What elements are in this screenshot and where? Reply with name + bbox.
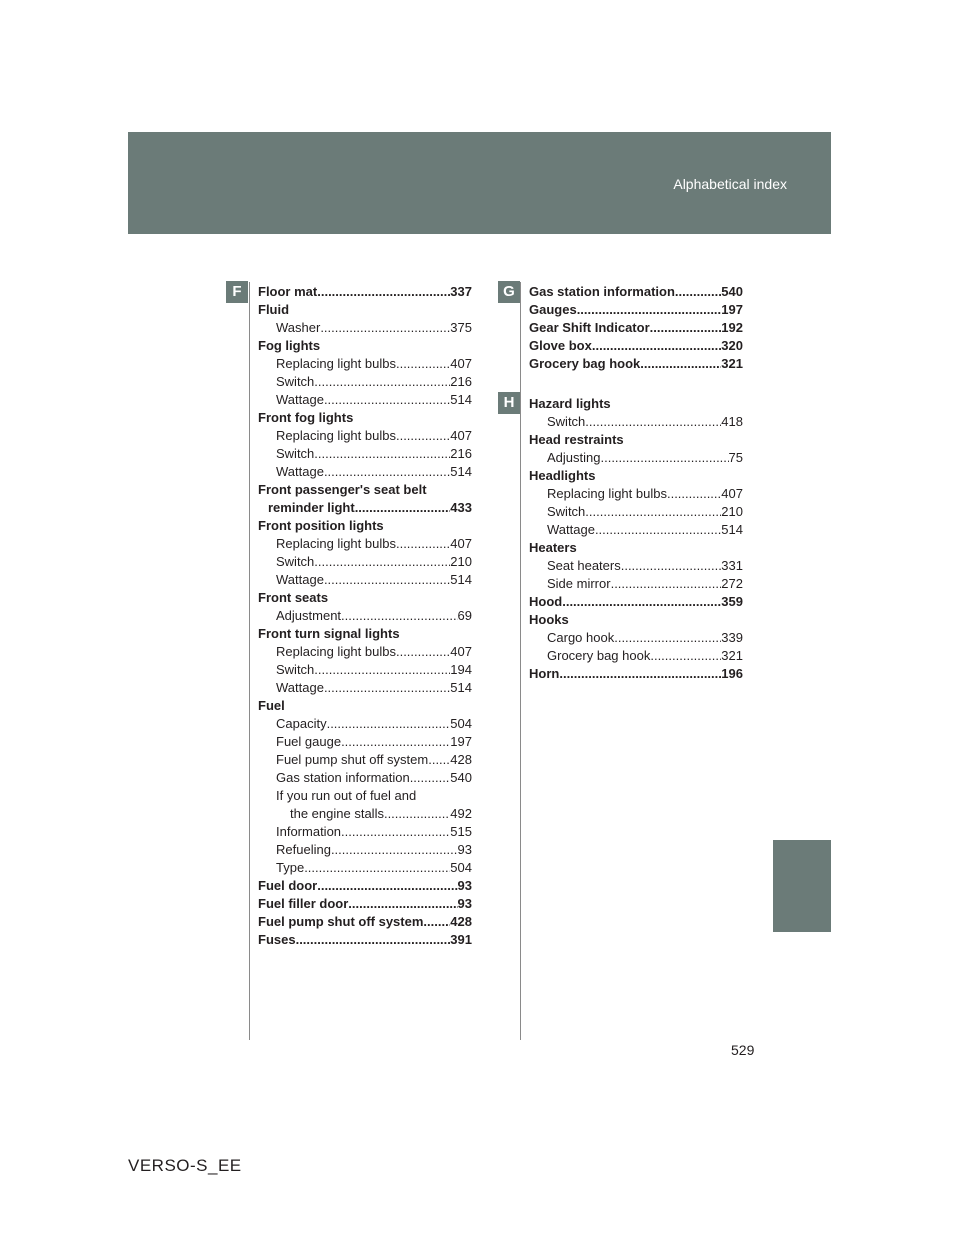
index-column-g-h <box>529 283 743 683</box>
index-heading-front-seats: Front seats <box>258 590 329 605</box>
index-subentry-fuel-gauge: Fuel gauge ..... 197 <box>258 733 472 751</box>
index-subentry-switch: Switch ..... 216 <box>258 373 472 391</box>
index-subentry-wattage: Wattage ..... 514 <box>258 391 472 409</box>
index-subentry-refueling: Refueling ..... 93 <box>258 841 472 859</box>
index-subentry-replacing-light-bulbs: Replacing light bulbs ..... 407 <box>258 535 472 553</box>
index-subentry-replacing-light-bulbs: Replacing light bulbs ..... 407 <box>529 485 743 503</box>
index-subentry-washer: Washer ..... 375 <box>258 319 472 337</box>
index-column-f <box>258 283 472 949</box>
index-subentry-run-out-of-fuel: If you run out of fuel and <box>276 788 417 803</box>
index-subentry-side-mirror: Side mirror ..... 272 <box>529 575 743 593</box>
left-column-divider <box>249 282 250 1040</box>
index-subentry-switch: Switch ..... 194 <box>258 661 472 679</box>
index-subentry-seat-heaters: Seat heaters ..... 331 <box>529 557 743 575</box>
index-subentry-wattage: Wattage ..... 514 <box>258 463 472 481</box>
index-entry-gas-station-information: Gas station information ..... 540 <box>529 283 743 301</box>
index-subentry-replacing-light-bulbs: Replacing light bulbs ..... 407 <box>258 427 472 445</box>
side-thumb-tab <box>773 840 831 932</box>
index-entry-gear-shift-indicator: Gear Shift Indicator ..... 192 <box>529 319 743 337</box>
header-title: Alphabetical index <box>673 176 787 192</box>
index-subentry-type: Type ..... 504 <box>258 859 472 877</box>
index-heading-fuel: Fuel <box>258 698 285 713</box>
index-subentry-grocery-bag-hook: Grocery bag hook ..... 321 <box>529 647 743 665</box>
index-heading-front-turn-signal-lights: Front turn signal lights <box>258 626 400 641</box>
index-subentry-replacing-light-bulbs: Replacing light bulbs ..... 407 <box>258 355 472 373</box>
index-entry-fuel-door: Fuel door ..... 93 <box>258 877 472 895</box>
index-heading-hooks: Hooks <box>529 612 569 627</box>
index-subentry-wattage: Wattage ..... 514 <box>529 521 743 539</box>
index-entry-glove-box: Glove box ..... 320 <box>529 337 743 355</box>
middle-column-divider <box>520 282 521 1040</box>
section-letter-f: F <box>226 281 248 303</box>
index-entry-fuses: Fuses ..... 391 <box>258 931 472 949</box>
index-entry-grocery-bag-hook: Grocery bag hook ..... 321 <box>529 355 743 373</box>
index-entry-gauges: Gauges ..... 197 <box>529 301 743 319</box>
index-subentry-adjusting: Adjusting ..... 75 <box>529 449 743 467</box>
index-subentry-adjustment: Adjustment ..... 69 <box>258 607 472 625</box>
index-subentry-switch: Switch ..... 210 <box>529 503 743 521</box>
index-entry-reminder-light: reminder light ..... 433 <box>258 499 472 517</box>
index-subentry-switch: Switch ..... 216 <box>258 445 472 463</box>
index-heading-fog-lights: Fog lights <box>258 338 321 353</box>
index-entry-fuel-filler-door: Fuel filler door ..... 93 <box>258 895 472 913</box>
header-band <box>128 132 831 234</box>
index-heading-fluid: Fluid <box>258 302 290 317</box>
section-letter-h: H <box>498 392 520 414</box>
index-heading-headlights: Headlights <box>529 468 596 483</box>
index-heading-front-position-lights: Front position lights <box>258 518 384 533</box>
index-subentry-cargo-hook: Cargo hook ..... 339 <box>529 629 743 647</box>
index-subentry-gas-station-information: Gas station information ..... 540 <box>258 769 472 787</box>
footer-document-code: VERSO-S_EE <box>128 1156 242 1175</box>
index-subentry-switch: Switch ..... 210 <box>258 553 472 571</box>
index-subentry-switch: Switch ..... 418 <box>529 413 743 431</box>
index-entry-fuel-pump-shut-off: Fuel pump shut off system ..... 428 <box>258 913 472 931</box>
index-subentry-engine-stalls: the engine stalls ..... 492 <box>258 805 472 823</box>
index-heading-front-fog-lights: Front fog lights <box>258 410 354 425</box>
index-subentry-replacing-light-bulbs: Replacing light bulbs ..... 407 <box>258 643 472 661</box>
index-subentry-information: Information ..... 515 <box>258 823 472 841</box>
index-subentry-fuel-pump-shut-off: Fuel pump shut off system ..... 428 <box>258 751 472 769</box>
page-number: 529 <box>731 1042 755 1058</box>
index-subentry-capacity: Capacity ..... 504 <box>258 715 472 733</box>
index-entry-horn: Horn ..... 196 <box>529 665 743 683</box>
index-heading-hazard-lights: Hazard lights <box>529 396 611 411</box>
index-subentry-wattage: Wattage ..... 514 <box>258 679 472 697</box>
index-subentry-wattage: Wattage ..... 514 <box>258 571 472 589</box>
index-entry-floor-mat: Floor mat ..... 337 <box>258 283 472 301</box>
index-heading-heaters: Heaters <box>529 540 577 555</box>
index-heading-head-restraints: Head restraints <box>529 432 624 447</box>
index-heading-front-passenger-seat-belt: Front passenger's seat belt <box>258 482 427 497</box>
section-gap <box>529 373 743 395</box>
section-letter-g: G <box>498 281 520 303</box>
index-entry-hood: Hood ..... 359 <box>529 593 743 611</box>
